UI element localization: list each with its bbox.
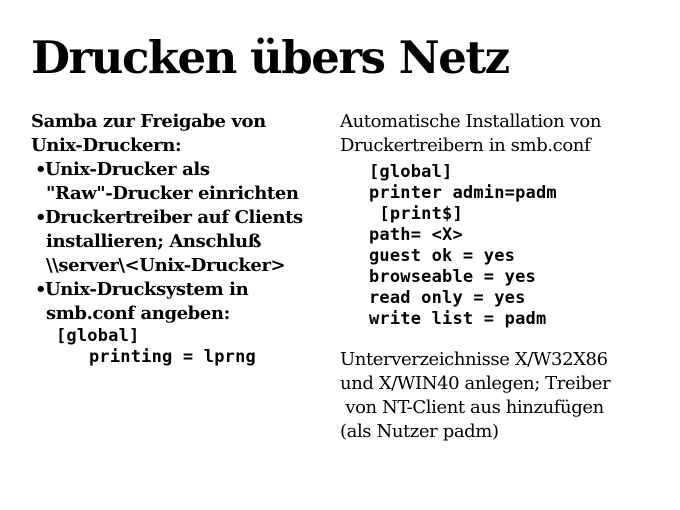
- bullet-icon: •: [35, 207, 47, 228]
- bullet-item-print-system: [31, 278, 321, 302]
- right-intro-line-2: Druckertreibern in smb.conf: [340, 135, 591, 156]
- bullet-icon: •: [35, 279, 47, 300]
- bullet-continuation: \\server\<Unix-Drucker>: [46, 255, 286, 276]
- bullet-text: Unix-Drucksystem in: [45, 279, 249, 300]
- right-outro-line-1: Unterverzeichnisse X/W32X86: [340, 349, 608, 370]
- bullet-item-driver-install: [31, 206, 321, 230]
- code-line: browseable = yes: [369, 267, 536, 287]
- code-line-printing: printing = lprng: [89, 347, 256, 367]
- bullet-icon: •: [35, 159, 47, 180]
- code-line: guest ok = yes: [369, 246, 516, 266]
- bullet-text: Druckertreiber auf Clients: [45, 207, 303, 228]
- right-outro-line-4: (als Nutzer padm): [340, 421, 499, 442]
- bullet-continuation: installieren; Anschluß: [46, 231, 261, 252]
- code-line: write list = padm: [369, 309, 547, 329]
- right-column: [340, 110, 670, 444]
- code-line: [print$]: [369, 204, 463, 224]
- left-column: [31, 110, 321, 368]
- bullet-continuation: "Raw"-Drucker einrichten: [46, 183, 299, 204]
- slide-title: Drucken übers Netz: [31, 31, 509, 84]
- left-intro-line-2: Unix-Druckern:: [31, 135, 182, 156]
- code-line: printer admin=padm: [369, 183, 557, 203]
- code-line: path= <X>: [369, 225, 463, 245]
- right-intro-line-1: Automatische Installation von: [340, 111, 602, 132]
- bullet-text: Unix-Drucker als: [45, 159, 210, 180]
- code-line-global: [global]: [56, 326, 140, 346]
- code-line: [global]: [369, 162, 453, 182]
- left-intro-line-1: Samba zur Freigabe von: [31, 111, 266, 132]
- smb-conf-code-block: [340, 162, 670, 330]
- code-line: read only = yes: [369, 288, 526, 308]
- right-outro-line-3: von NT-Client aus hinzufügen: [340, 397, 604, 418]
- bullet-item-raw-printer: [31, 158, 321, 182]
- bullet-continuation: smb.conf angeben:: [46, 303, 230, 324]
- right-outro: [340, 348, 670, 444]
- right-outro-line-2: und X/WIN40 anlegen; Treiber: [340, 373, 611, 394]
